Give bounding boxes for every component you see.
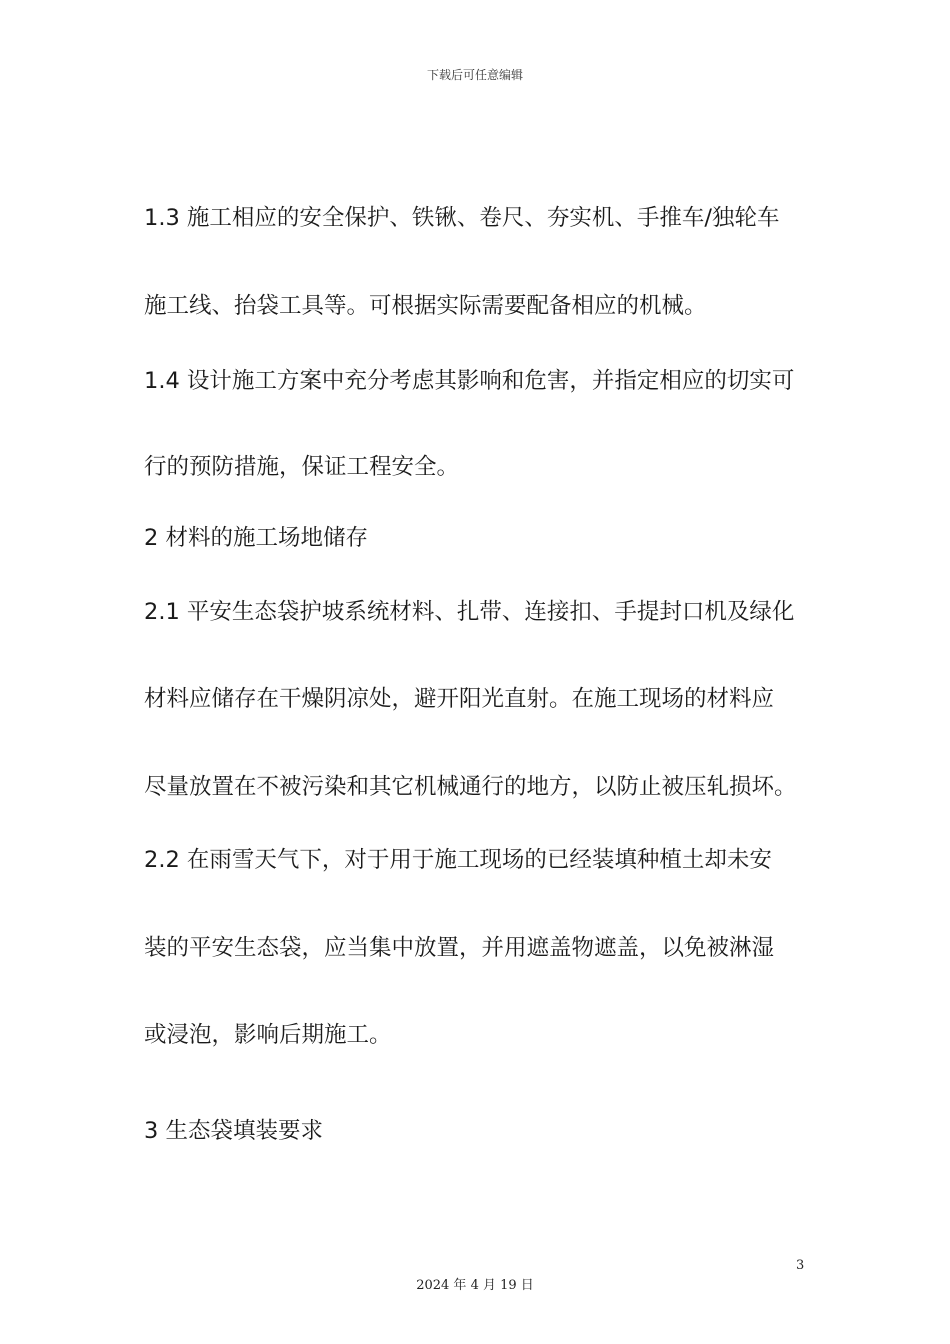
section-heading: 2 材料的施工场地储存 (144, 525, 368, 551)
body-line: 2.2 在雨雪天气下，对于用于施工现场的已经装填种植土却未安 (144, 847, 772, 873)
body-line: 2.1 平安生态袋护坡系统材料、扎带、连接扣、手提封口机及绿化 (144, 599, 795, 625)
body-line: 施工线、抬袋工具等。可根据实际需要配备相应的机械。 (144, 293, 707, 319)
body-line: 1.3 施工相应的安全保护、铁锹、卷尺、夯实机、手推车/独轮车 (144, 205, 780, 231)
body-line: 行的预防措施，保证工程安全。 (144, 454, 460, 480)
page-footer-date: 2024 年 4 月 19 日 (416, 1278, 534, 1293)
page-header-note: 下载后可任意编辑 (426, 68, 523, 82)
body-line: 装的平安生态袋，应当集中放置，并用遮盖物遮盖，以免被淋湿 (144, 935, 775, 961)
section-heading: 3 生态袋填装要求 (144, 1118, 323, 1144)
page-number: 3 (796, 1258, 805, 1273)
body-line: 或浸泡，影响后期施工。 (144, 1022, 392, 1048)
body-line: 尽量放置在不被污染和其它机械通行的地方，以防止被压轧损坏。 (144, 774, 797, 800)
body-line: 1.4 设计施工方案中充分考虑其影响和危害，并指定相应的切实可 (144, 368, 795, 394)
body-line: 材料应储存在干燥阴凉处，避开阳光直射。在施工现场的材料应 (144, 686, 775, 712)
